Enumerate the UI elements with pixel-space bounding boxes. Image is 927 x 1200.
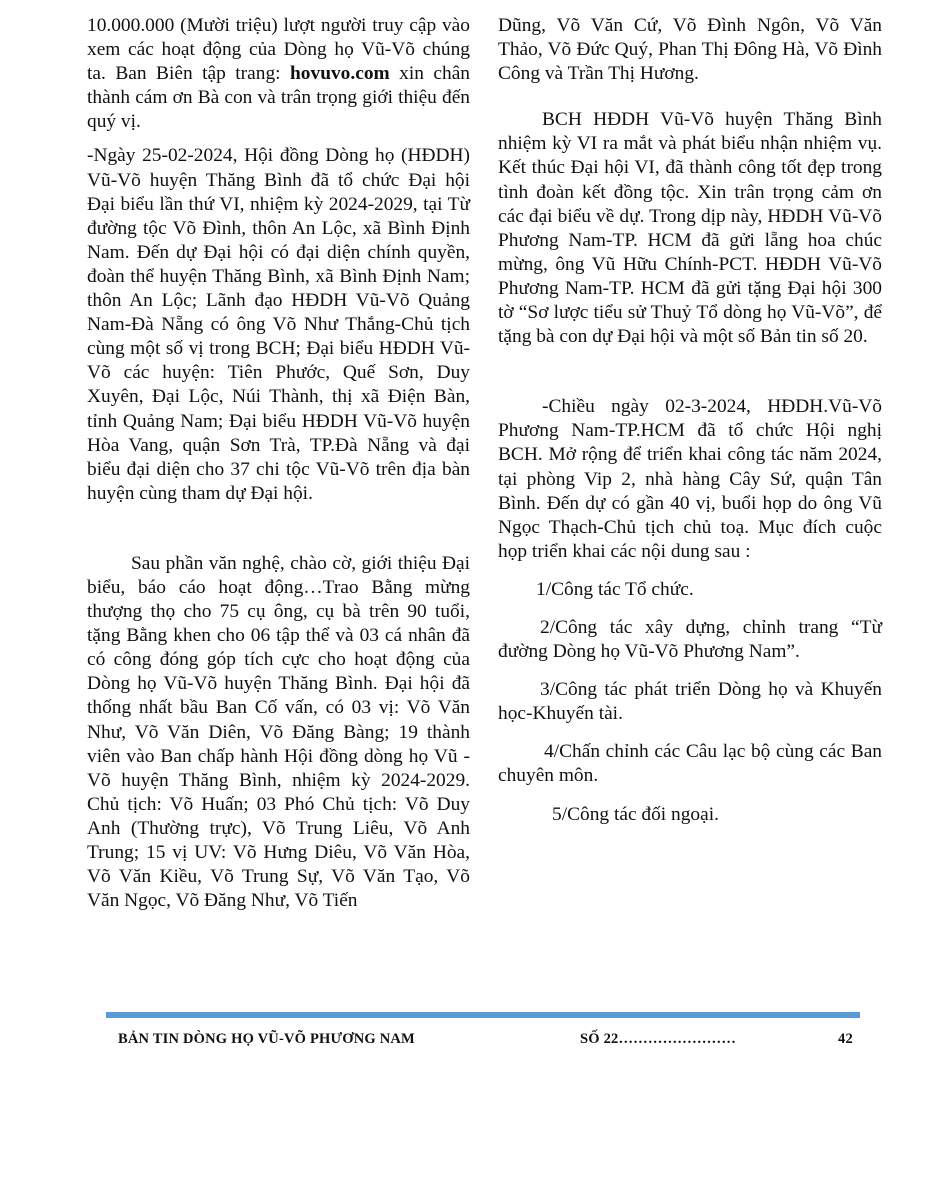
paragraph-congress-results: Sau phần văn nghệ, chào cờ, giới thiệu Đại biểu, báo cáo hoạt động…Trao Bằng mừng thượng thọ cho 75 cụ ông, cụ bà trên 90 tuổi, tặng Bằng khen cho 06 tập thể và 03 cá nhân đã có công đóng góp tích cực cho hoạt động của Dòng họ Vũ-Võ huyện Thăng Bình. Đại hội đã thống nhất bầu Ban Cố vấn, có 03 vị: Võ Văn Như, Võ Văn Diên, Võ Đăng Bàng; 19 thành viên vào Ban chấp hành Hội đồng dòng họ Vũ - Võ huyện Thăng Bình, nhiệm kỳ 2024-2029. Chủ tịch: Võ Huấn; 03 Phó Chủ tịch: Võ Duy Anh (Thường trực), Võ Trung Liêu, Võ Anh Trung; 15 vị UV: Võ Hưng Diêu, Võ Văn Hòa, Võ Văn Kiều, Võ Trung Sự, Võ Văn Tạo, Võ Văn Ngọc, Võ Đăng Như, Võ Tiến	[87, 552, 470, 912]
footer-title: BẢN TIN DÒNG HỌ VŨ-VÕ PHƯƠNG NAM	[118, 1031, 415, 1047]
agenda-item-2: 2/Công tác xây dựng, chỉnh trang “Từ đường Dòng họ Vũ-Võ Phương Nam”.	[498, 616, 882, 663]
page-number: 42	[838, 1031, 853, 1047]
paragraph-bch-inauguration: BCH HĐDH Vũ-Võ huyện Thăng Bình nhiệm kỳ VI ra mắt và phát biểu nhận nhiệm vụ. Kết thúc Đại hội VI, đã thành công tốt đẹp trong tình đoàn kết đồng tộc. Xin trân trọng cảm ơn các đại biểu về dự. Trong dịp này, HĐDH Vũ-Võ Phương Nam-TP. HCM đã gửi lẵng hoa chúc mừng, ông Vũ Hữu Chính-PCT. HĐDH Vũ-Võ Phương Nam-TP. HCM đã gửi tặng Đại hội 300 tờ “Sơ lược tiểu sử Thuỷ Tổ dòng họ Vũ-Võ”, để tặng bà con dự Đại hội và một số Bản tin số 20.	[498, 109, 882, 348]
footer-issue: SỐ 22……………………	[580, 1031, 737, 1047]
paragraph-bch-meeting: -Chiều ngày 02-3-2024, HĐDH.Vũ-Võ Phương Nam-TP.HCM đã tổ chức Hội nghị BCH. Mở rộng để triển khai công tác năm 2024, tại phòng Vip 2, nhà hàng Cây Sứ, quận Tân Bình. Đến dự có gần 40 vị, buổi họp do ông Vũ Ngọc Thạch-Chủ tịch chủ toạ. Mục đích cuộc họp triển khai các nội dung sau :	[498, 396, 882, 562]
footer-rule	[106, 1012, 860, 1018]
paragraph-text: xin chân thành cám ơn Bà con và trân trọng giới thiệu đến quý vị.	[87, 63, 471, 133]
paragraph-member-list-cont: Dũng, Võ Văn Cứ, Võ Đình Ngôn, Võ Văn Thảo, Võ Đức Quý, Phan Thị Đông Hà, Võ Đình Công và Trần Thị Hương.	[498, 15, 882, 85]
agenda-item-4: 4/Chấn chỉnh các Câu lạc bộ cùng các Ban chuyên môn.	[498, 741, 882, 787]
agenda-item-3: 3/Công tác phát triển Dòng họ và Khuyến học-Khuyến tài.	[498, 679, 882, 725]
paragraph-thang-binh-congress: -Ngày 25-02-2024, Hội đồng Dòng họ (HĐDH) Vũ-Võ huyện Thăng Bình đã tổ chức Đại hội Đại biểu lần thứ VI, nhiệm kỳ 2024-2029, tại Từ đường tộc Võ Đình, thôn An Lộc, xã Bình Định Nam. Đến dự Đại hội có đại diện chính quyền, đoàn thể huyện Thăng Bình, xã Bình Định Nam; thôn An Lộc; Lãnh đạo HĐDH Vũ-Võ Quảng Nam-Đà Nẵng có ông Võ Như Thắng-Chủ tịch cùng một số vị trong BCH; Đại biểu HĐDH Vũ-Võ các huyện: Tiên Phước, Quế Sơn, Duy Xuyên, Đại Lộc, Núi Thành, thị xã Điện Bàn, tỉnh Quảng Nam; Đại biểu HĐDH Vũ-Võ huyện Hòa Vang, quận Sơn Trà, TP.Đà Nẵng và đại biểu đại diện cho 37 chi tộc Vũ-Võ trên địa bàn huyện cùng tham dự Đại hội.	[87, 145, 470, 504]
agenda-item-5: 5/Công tác đối ngoại.	[552, 803, 719, 825]
paragraph-access-count	[87, 14, 470, 134]
website-name: hovuvo.com	[290, 63, 390, 85]
paragraph-text: 10.000.000 (Mười triệu) lượt người truy cập vào xem các hoạt động của Dòng họ Vũ-Võ chúng ta. Ban Biên tập trang:	[87, 15, 470, 85]
left-column	[87, 14, 470, 913]
right-column	[498, 14, 882, 827]
agenda-item-1: 1/Công tác Tổ chức.	[536, 578, 694, 600]
